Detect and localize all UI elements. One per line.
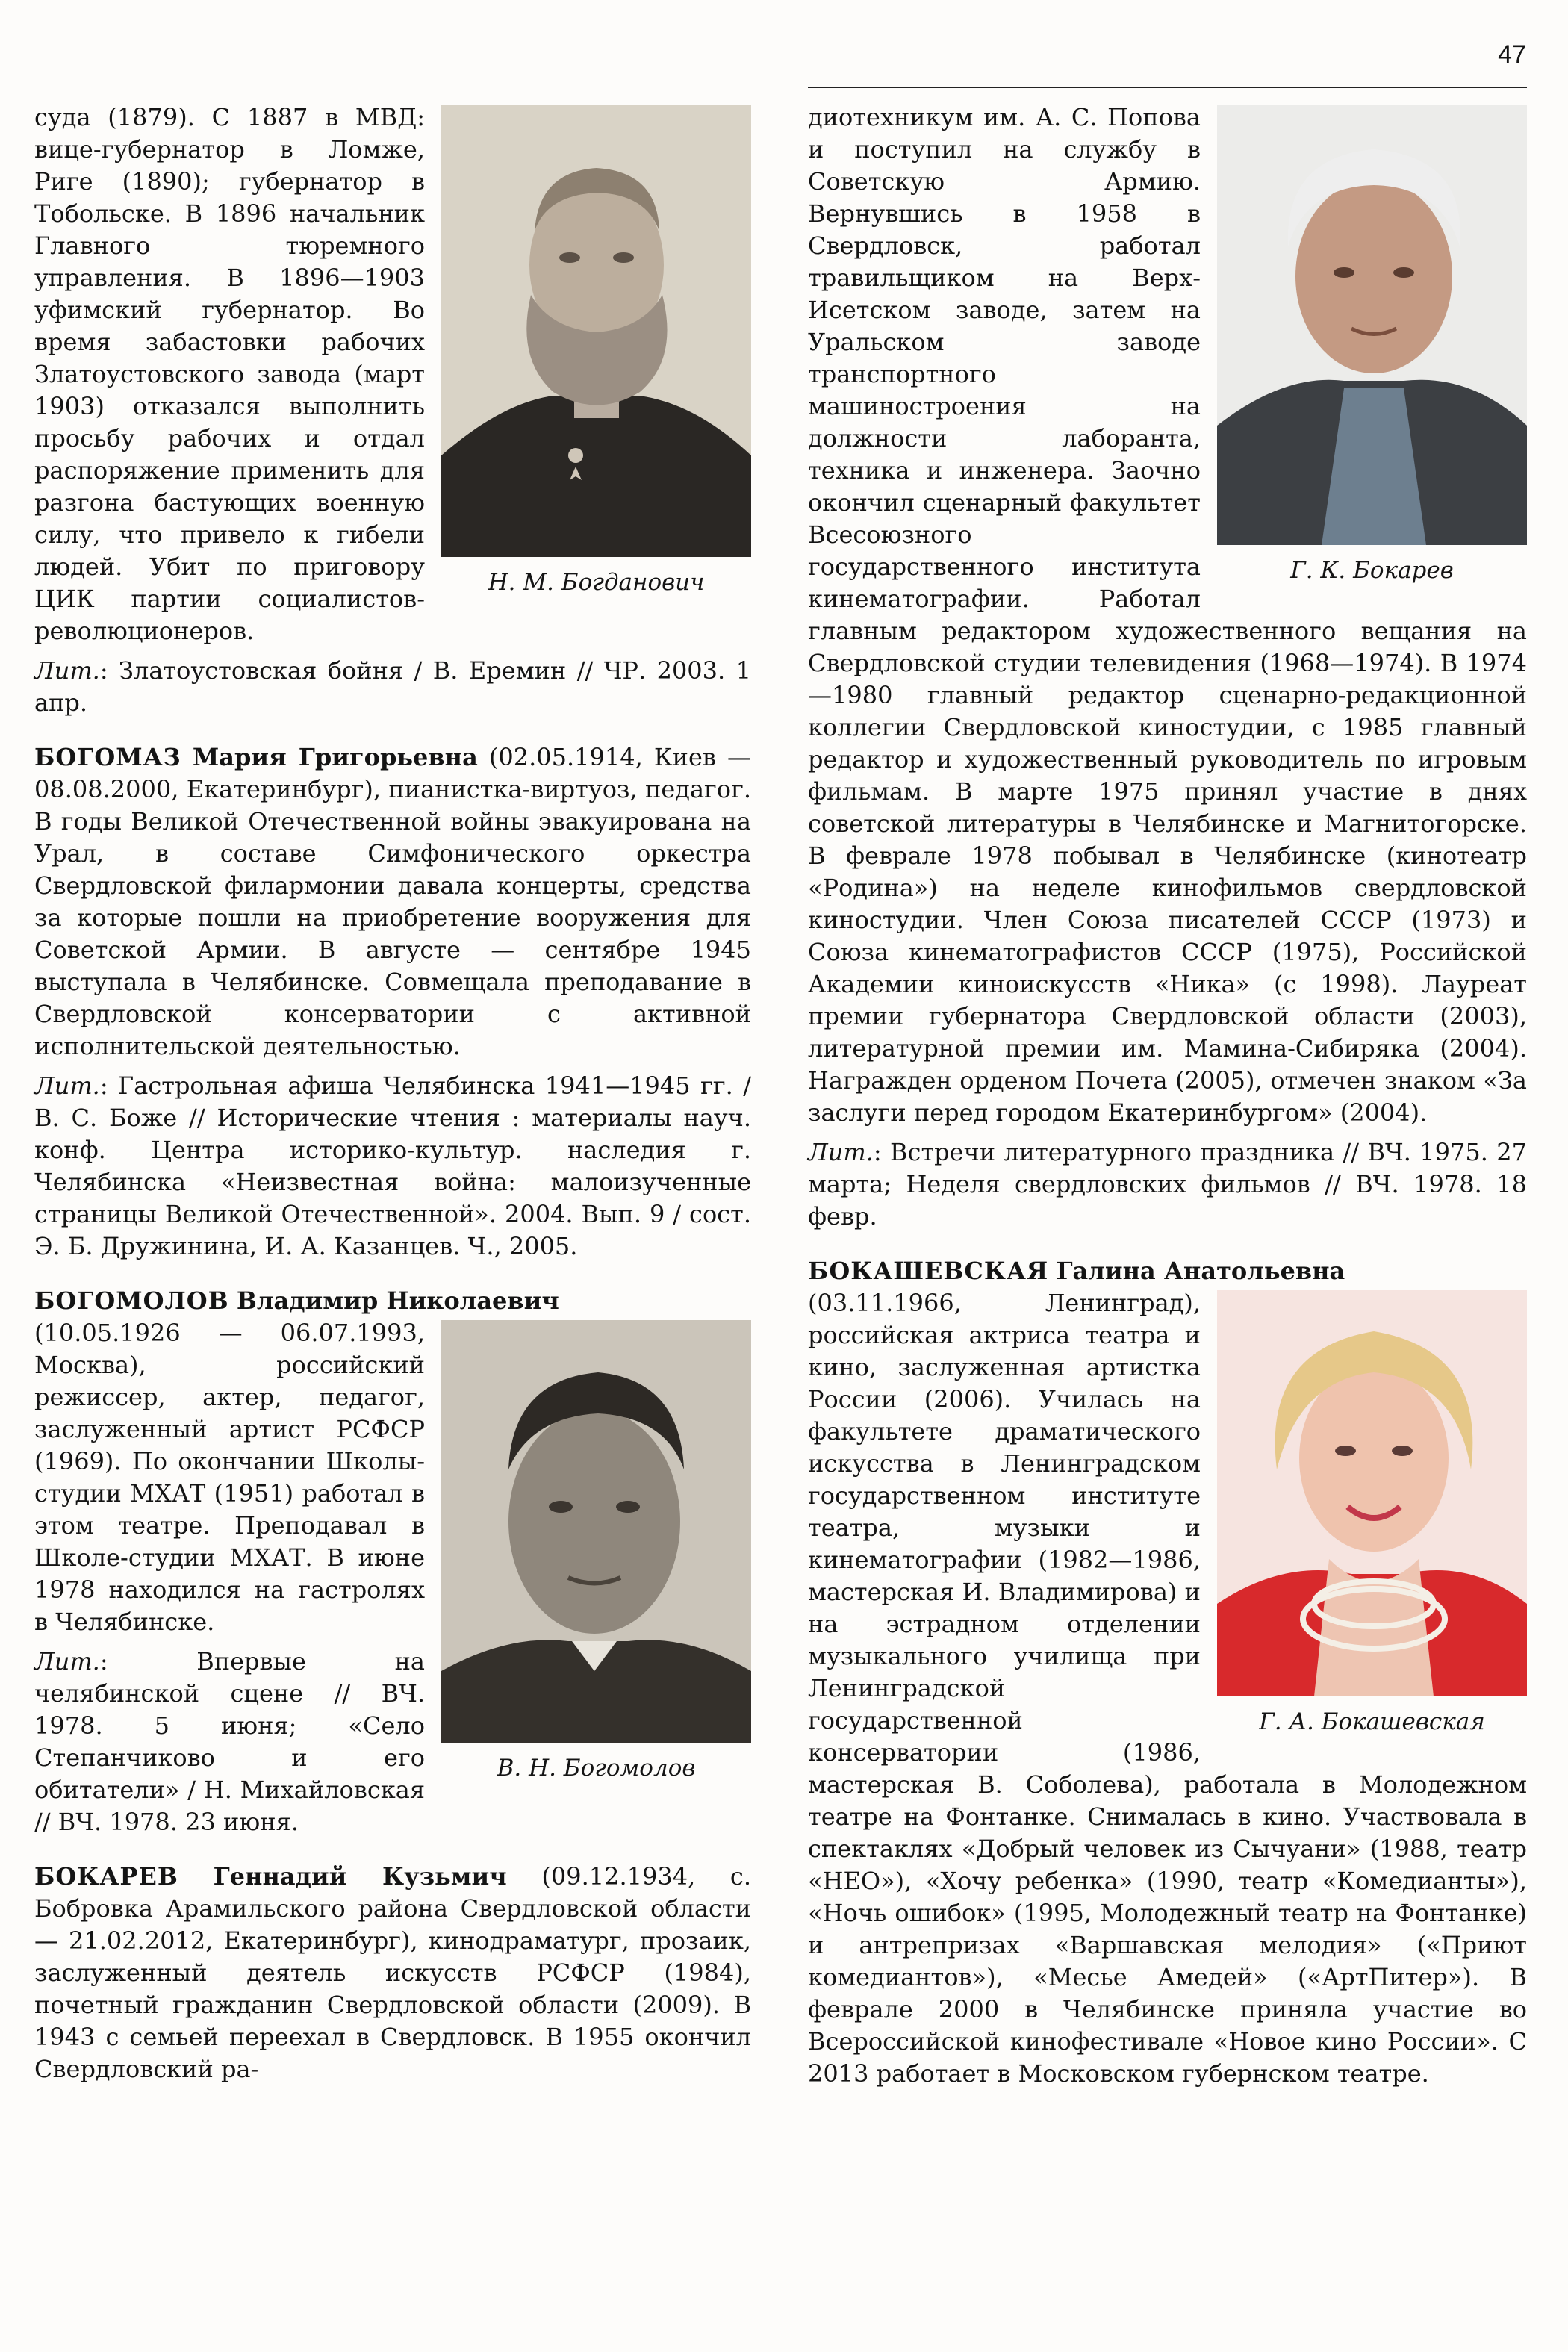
entry-heading (34, 1285, 751, 1317)
entry-surname: БОГОМОЛОВ (34, 1287, 229, 1315)
photo-caption-bogdanovich: Н. М. Богданович (488, 569, 705, 596)
entry-bogdanovich-continuation (34, 102, 751, 719)
lit-label: Лит. (34, 1647, 100, 1676)
entry-bogomolov (34, 1285, 751, 1838)
entry-bogomaz (34, 741, 751, 1263)
photo-caption-bokashevskaya: Г. А. Бокашевская (1259, 1708, 1485, 1735)
entry-body: (02.05.1914, Киев — 08.08.2000, Екатеринбург), пианистка-виртуоз, педагог. В годы Великой Отечественной войны эвакуирована на Урал, в составе Симфонического оркестра Свердловской филармонии давала концерты, средства за которые пошли на приобретение вооружения для Советской Армии. В августе — сентябре 1945 выступала в Челябинске. Совмещала преподавание в Свердловской консерватории с активной исполнительской деятельностью. (34, 743, 752, 1060)
literature-reference (34, 655, 751, 719)
entry-given-name: Геннадий Кузьмич (213, 1862, 507, 1891)
photo-caption-bokarev: Г. К. Бокарев (1290, 557, 1454, 584)
lit-label: Лит. (34, 656, 100, 685)
header-rule (808, 87, 1527, 88)
entry-text: (03.11.1966, Ленинград), российская актриса театра и кино, заслуженная артистка России (2006). Училась на факультете драматического искусства в Ленинградском государственном институте театра, музыки и кинематографии (1982—1986, мастерская И. Владимирова) и на эстрадном отделении музыкального училища при Ленинградской государственной консерватории (1986, мастерская В. Соболева), работала в Молодежном театре на Фонтанке. Снималась в кино. Участвовала в спектаклях «Добрый человек из Сычуани» (1988, театр «НЕО»), «Хочу ребенка» (1990, театр «Комедианты»), «Ночь ошибок» (1995, Молодежный театр на Фонтанке) и антрепризах «Варшавская мелодия» («Приют комедиантов»), «Месье Амедей» («АртПитер»). В феврале 2000 в Челябинске приняла участие во Всероссийской кинофестивале «Новое кино России». С 2013 работает в Московском губернском театре. (808, 1289, 1527, 2088)
entry-heading (808, 1255, 1527, 1287)
entry-text (34, 1861, 751, 2085)
lit-text: : Встречи литературного праздника // ВЧ. 1975. 27 марта; Неделя свердловских фильмов // ВЧ. 1978. 18 февр. (808, 1138, 1527, 1231)
entry-bokashevskaya (808, 1255, 1527, 2090)
entry-bokarev-continuation (808, 102, 1527, 1233)
entry-given-name: Мария Григорьевна (192, 743, 478, 771)
entry-surname: БОКАШЕВСКАЯ (808, 1257, 1049, 1285)
left-column (34, 102, 751, 2108)
literature-reference (34, 1070, 751, 1263)
entry-text (34, 741, 751, 1063)
page-number: 47 (1498, 40, 1526, 69)
photo-caption-bogomolov: В. Н. Богомолов (497, 1755, 696, 1782)
entry-text: диотехникум им. А. С. Попова и поступил на службу в Советскую Армию. Вернувшись в 1958 в Свердловск, работал травильщиком на Верх-Исетском заводе, затем на Уральском заводе транспортного машиностроения на должности лаборанта, техника и инженера. Заочно окончил сценарный факультет Всесоюзного государственного института кинематографии. Работал главным редактором художественного вещания на Свердловской студии телевидения (1968—1974). В 1974—1980 главный редактор сценарно-редакционной коллегии Свердловской киностудии, с 1985 главный редактор и художественный руководитель по игровым фильмам. В марте 1975 принял участие в днях советской литературы в Челябинске и Магнитогорске. В феврале 1978 побывал в Челябинске (кинотеатр «Родина») на неделе кинофильмов свердловской киностудии. Член Союза писателей СССР (1973) и Союза кинематографистов СССР (1975), Российской Академии киноискусств «Ника» (с 1998). Лауреат премии губернатора Свердловской области (2003), литературной премии им. Мамина-Сибиряка (2004). Награжден орденом Почета (2005), отмечен знаком «За заслуги перед городом Екатеринбургом» (2004). (808, 103, 1527, 1127)
entry-text: суда (1879). С 1887 в МВД: вице-губернатор в Ломже, Риге (1890); губернатор в Тобольске. В 1896 начальник Главного тюремного управления. В 1896—1903 уфимский губернатор. Во время забастовки рабочих Златоустовского завода (март 1903) отказался выполнить просьбу рабочих и отдал распоряжение применить для разгона бастующих военную силу, что привело к гибели людей. Убит по приговору ЦИК партии социалистов-революционеров. (34, 103, 425, 645)
photo-bokashevskaya (1217, 1290, 1527, 1696)
figure-bokashevskaya (1217, 1290, 1527, 1737)
literature-reference (808, 1136, 1527, 1233)
figure-bokarev (1217, 105, 1527, 585)
lit-text: : Впервые на челябинской сцене // ВЧ. 1978. 5 июня; «Село Степанчиково и его обитатели» / Н. Михайловская // ВЧ. 1978. 23 июня. (34, 1647, 425, 1836)
entry-body: (09.12.1934, с. Бобровка Арамильского района Свердловской области — 21.02.2012, Екатеринбург), кинодраматург, прозаик, заслуженный деятель искусств РСФСР (1984), почетный гражданин Свердловской области (2009). В 1943 с семьей переехал в Свердловск. В 1955 окончил Свердловский ра- (34, 1862, 752, 2083)
photo-bogomolov (441, 1320, 751, 1743)
entry-surname: БОГОМАЗ (34, 743, 181, 771)
entry-bokarev (34, 1861, 751, 2085)
photo-bokarev (1217, 105, 1527, 545)
right-column (808, 102, 1527, 2112)
lit-label: Лит. (34, 1071, 100, 1100)
figure-bogomolov (441, 1320, 751, 1783)
entry-surname: БОКАРЕВ (34, 1862, 178, 1891)
entry-given-name: Галина Анатольевна (1056, 1257, 1345, 1285)
entry-given-name: Владимир Николаевич (236, 1287, 559, 1315)
figure-bogdanovich (441, 105, 751, 597)
lit-text: : Гастрольная афиша Челябинска 1941—1945 гг. / В. С. Боже // Исторические чтения : материалы науч. конф. Центра историко-культур. наследия г. Челябинска «Неизвестная война: малоизученные страницы Великой Отечественной». 2004. Вып. 9 / сост. Э. Б. Дружинина, И. А. Казанцев. Ч., 2005. (34, 1071, 751, 1260)
lit-label: Лит. (808, 1138, 874, 1166)
entry-text: (10.05.1926 — 06.07.1993, Москва), российский режиссер, актер, педагог, заслуженный артист РСФСР (1969). По окончании Школы-студии МХАТ (1951) работал в этом театре. Преподавал в Школе-студии МХАТ. В июне 1978 находился на гастролях в Челябинске. (34, 1319, 425, 1636)
photo-bogdanovich (441, 105, 751, 557)
lit-text: : Златоустовская бойня / В. Еремин // ЧР. 2003. 1 апр. (34, 656, 751, 717)
